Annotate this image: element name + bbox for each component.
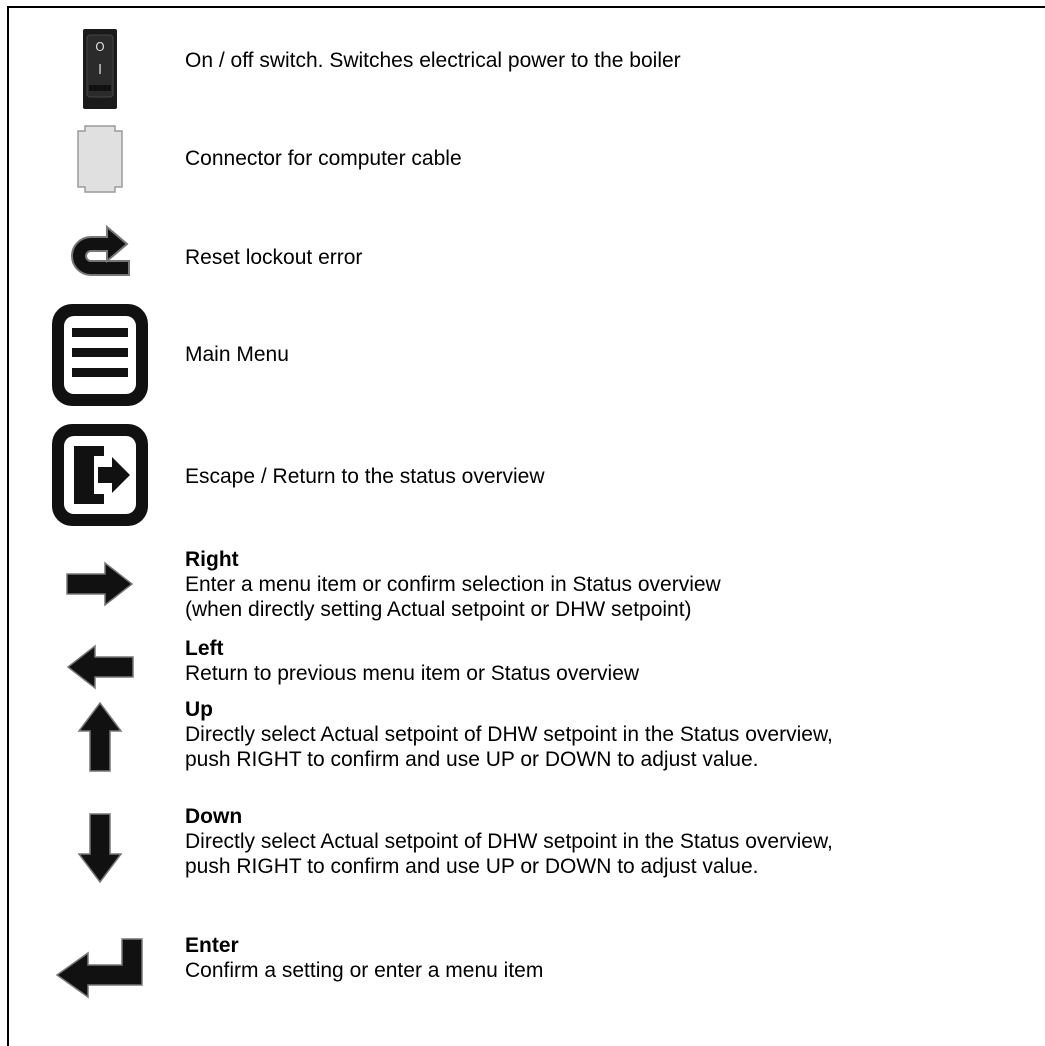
escape-icon [40, 420, 160, 530]
arrow-up-icon [40, 697, 160, 777]
legend-title: Down [185, 805, 243, 828]
legend-line: Confirm a setting or enter a menu item [185, 959, 544, 982]
power-switch-icon [40, 28, 160, 110]
legend-line: Return to previous menu item or Status overview [185, 662, 640, 685]
menu-icon [40, 300, 160, 410]
legend-row-menu [0, 300, 1045, 410]
legend-text: Connector for computer cable [185, 147, 462, 170]
legend-text: Reset lockout error [185, 246, 363, 269]
legend-title: Enter [185, 934, 239, 957]
legend-row-enter [0, 933, 1045, 1003]
legend-row-power [0, 28, 1045, 110]
legend-row-right [0, 547, 1045, 637]
legend-row-connector [0, 124, 1045, 194]
legend-row-reset [0, 222, 1045, 282]
legend-line: Directly select Actual setpoint of DHW setpoint in the Status overview, [185, 723, 833, 746]
legend-title: Up [185, 698, 213, 721]
enter-icon [40, 933, 160, 1003]
arrow-left-icon [40, 644, 160, 690]
legend-line: push RIGHT to confirm and use UP or DOWN to adjust value. [185, 855, 759, 878]
reset-icon [40, 222, 160, 282]
arrow-down-icon [40, 808, 160, 888]
switch-off-mark: O [95, 40, 105, 54]
legend-text: Escape / Return to the status overview [185, 465, 545, 488]
connector-icon [40, 124, 160, 194]
legend-line: push RIGHT to confirm and use UP or DOWN to adjust value. [185, 748, 759, 771]
arrow-right-icon [40, 561, 160, 607]
legend-title: Left [185, 637, 224, 660]
legend-row-up [0, 697, 1045, 787]
legend-line: Directly select Actual setpoint of DHW setpoint in the Status overview, [185, 830, 833, 853]
legend-line: (when directly setting Actual setpoint or DHW setpoint) [185, 598, 692, 621]
legend-text: Main Menu [185, 343, 289, 366]
legend-text: On / off switch. Switches electrical power to the boiler [185, 49, 681, 72]
legend-row-left [0, 636, 1045, 696]
legend-line: Enter a menu item or confirm selection in Status overview [185, 573, 721, 596]
legend-row-escape [0, 420, 1045, 530]
legend-row-down [0, 804, 1045, 894]
switch-on-mark: I [98, 63, 102, 78]
legend-title: Right [185, 548, 239, 571]
